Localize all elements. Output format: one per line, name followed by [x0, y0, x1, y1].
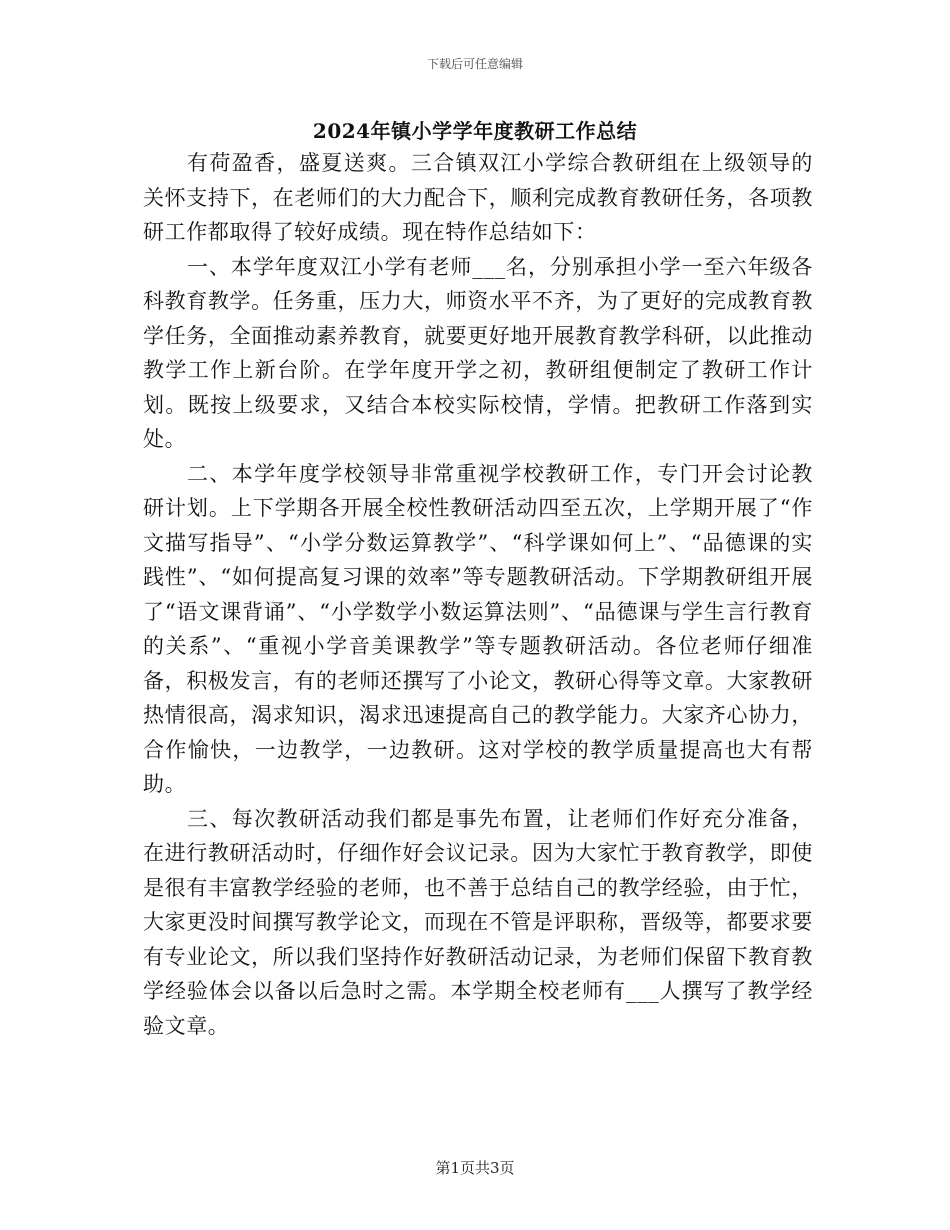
paragraph-section-3: 三、每次教研活动我们都是事先布置，让老师们作好充分准备，在进行教研活动时，仔细作好会议记录。因为大家忙于教育教学，即使是很有丰富教学经验的老师，也不善于总结自己的教学经验，由于忙，大家更没时间撰写教学论文，而现在不管是评职称，晋级等，都要求要有专业论文，所以我们坚持作好教研活动记录，为老师们保留下教育教学经验体会以备以后急时之需。本学期全校老师有___人撰写了教学经验文章。: [143, 806, 813, 1038]
page-number-footer: 第1页共3页: [435, 1159, 515, 1177]
page-header-note: 下载后可任意编辑: [426, 57, 523, 71]
paragraph-section-1: 一、本学年度双江小学有老师___名，分别承担小学一至六年级各科教育教学。任务重，压力大，师资水平不齐，为了更好的完成教育教学任务，全面推动素养教育，就要更好地开展教育教学科研，以此推动教学工作上新台阶。在学年度开学之初，教研组便制定了教研工作计划。既按上级要求，又结合本校实际校情，学情。把教研工作落到实处。: [143, 254, 813, 451]
paragraph-section-2: 二、本学年度学校领导非常重视学校教研工作，专门开会讨论教研计划。上下学期各开展全校性教研活动四至五次，上学期开展了“作文描写指导”、“小学分数运算教学”、“科学课如何上”、“品德课的实践性”、“如何提高复习课的效率”等专题教研活动。下学期教研组开展了“语文课背诵”、“小学数学小数运算法则”、“品德课与学生言行教育的关系”、“重视小学音美课教学”等专题教研活动。各位老师仔细准备，积极发言，有的老师还撰写了小论文，教研心得等文章。大家教研热情很高，渴求知识，渴求迅速提高自己的教学能力。大家齐心协力，合作愉快，一边教学，一边教研。这对学校的教学质量提高也大有帮助。: [143, 461, 813, 796]
document-body: [143, 146, 813, 1043]
document-title: 2024年镇小学学年度教研工作总结: [312, 119, 638, 143]
paragraph-intro: 有荷盈香，盛夏送爽。三合镇双江小学综合教研组在上级领导的关怀支持下，在老师们的大力配合下，顺利完成教育教研任务，各项教研工作都取得了较好成绩。现在特作总结如下：: [143, 151, 813, 244]
